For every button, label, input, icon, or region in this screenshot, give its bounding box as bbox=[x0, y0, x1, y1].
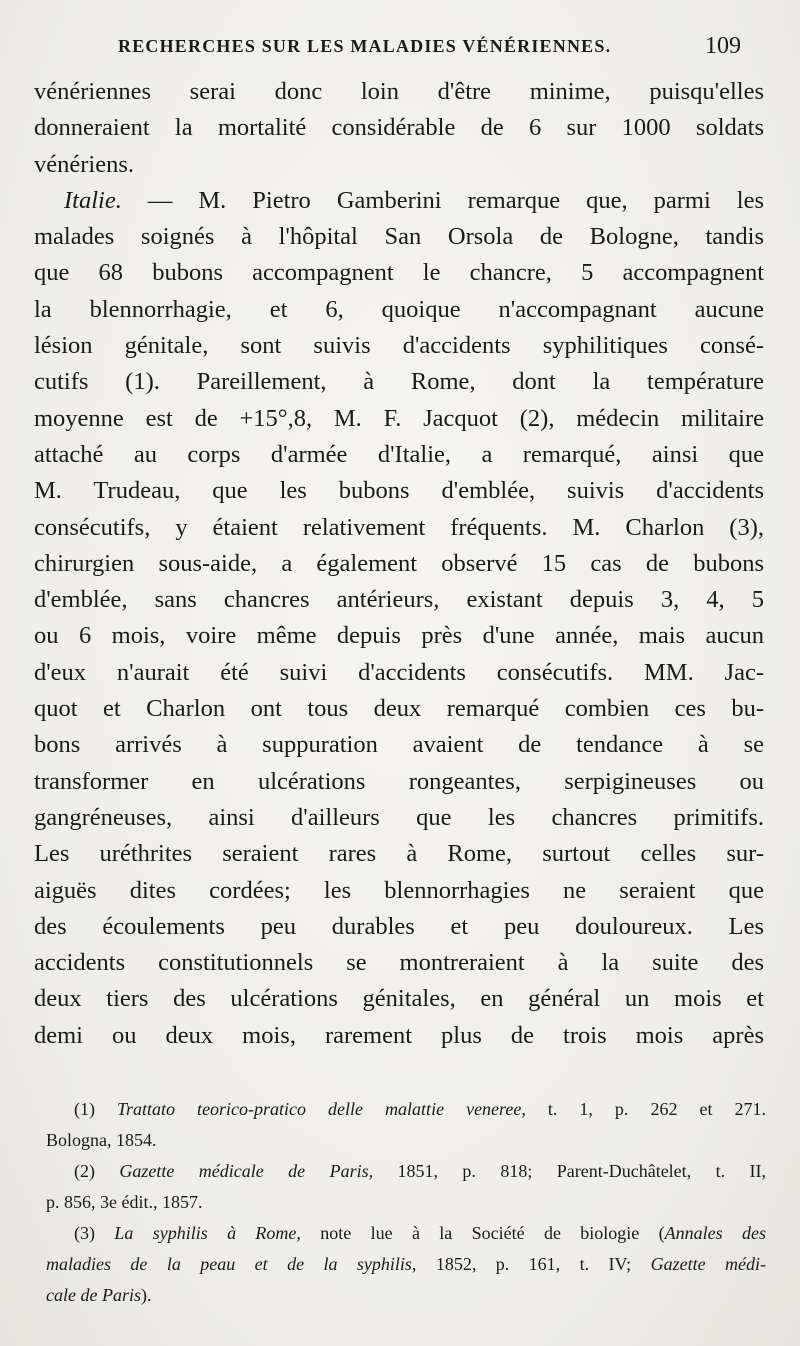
text-line: consécutifs, y étaient relativement fréquents. M. Charlon (3), bbox=[34, 513, 764, 541]
text-line: moyenne est de +15°,8, M. F. Jacquot (2), médecin militaire bbox=[34, 404, 764, 432]
footnote-3-line bbox=[46, 1218, 766, 1249]
footnote-1-line: Bologna, 1854. bbox=[46, 1130, 157, 1150]
text-line: M. Trudeau, que les bubons d'emblée, suivis d'accidents bbox=[34, 477, 764, 505]
text-line: transformer en ulcérations rongeantes, serpigineuses ou bbox=[34, 767, 764, 795]
citation-title: La syphilis à Rome, bbox=[114, 1223, 301, 1243]
footnote-2-line bbox=[46, 1156, 766, 1187]
footnote-marker: (1) bbox=[74, 1099, 118, 1119]
footnote-marker: (3) bbox=[74, 1223, 115, 1243]
citation-title: Gazette médi- bbox=[650, 1254, 766, 1274]
section-heading-italie: Italie. bbox=[64, 186, 122, 214]
text-segment: note lue à la Société de biologie ( bbox=[300, 1223, 665, 1243]
footnotes bbox=[46, 1094, 766, 1311]
text-line: cutifs (1). Pareillement, à Rome, dont la température bbox=[34, 368, 764, 396]
citation-title: maladies de la peau et de la syphilis, bbox=[46, 1254, 417, 1274]
text-line: demi ou deux mois, rarement plus de trois mois après bbox=[34, 1021, 764, 1049]
text-line: vénériennes serai donc loin d'être minime, puisqu'elles bbox=[34, 78, 764, 105]
text-line: quot et Charlon ont tous deux remarqué combien ces bu- bbox=[34, 695, 764, 723]
footnote-3-line bbox=[46, 1280, 766, 1311]
text-line: ou 6 mois, voire même depuis près d'une année, mais aucun bbox=[34, 622, 764, 650]
footnote-1-line bbox=[46, 1094, 766, 1125]
text-line: vénériens. bbox=[34, 150, 134, 178]
text-line: la blennorrhagie, et 6, quoique n'accompagnant aucune bbox=[34, 295, 764, 323]
text-line: malades soignés à l'hôpital San Orsola de Bologne, tandis bbox=[34, 223, 764, 251]
text-line: gangréneuses, ainsi d'ailleurs que les chancres primitifs. bbox=[34, 803, 764, 831]
citation-title: Gazette médicale de Paris, bbox=[119, 1161, 374, 1181]
page-header bbox=[0, 33, 800, 66]
text-line: Les uréthrites seraient rares à Rome, surtout celles sur- bbox=[34, 840, 764, 868]
text-line: chirurgien sous-aide, a également observé 15 cas de bubons bbox=[34, 549, 764, 577]
text-segment: — M. Pietro Gamberini remarque que, parmi les bbox=[121, 186, 764, 214]
text-segment: ). bbox=[140, 1285, 152, 1305]
footnote-marker: (2) bbox=[74, 1161, 120, 1181]
page-number: 109 bbox=[705, 33, 741, 59]
text-segment: t. 1, p. 262 et 271. bbox=[525, 1099, 766, 1119]
text-line: que 68 bubons accompagnent le chancre, 5 accompagnent bbox=[34, 259, 764, 287]
text-line: attaché au corps d'armée d'Italie, a remarqué, ainsi que bbox=[34, 440, 764, 468]
footnote-3-line bbox=[46, 1249, 766, 1280]
text-segment: 1851, p. 818; Parent-Duchâtelet, t. II, bbox=[373, 1161, 766, 1181]
text-line: lésion génitale, sont suivis d'accidents syphilitiques consé- bbox=[34, 332, 764, 360]
text-line: donneraient la mortalité considérable de 6 sur 1000 soldats bbox=[34, 114, 764, 142]
text-line: aiguës dites cordées; les blennorrhagies ne seraient que bbox=[34, 876, 764, 904]
text-line: d'eux n'aurait été suivi d'accidents consécutifs. MM. Jac- bbox=[34, 658, 764, 686]
text-line: accidents constitutionnels se montreraient à la suite des bbox=[34, 949, 764, 977]
text-segment: 1852, p. 161, t. IV; bbox=[416, 1254, 651, 1274]
text-line: deux tiers des ulcérations génitales, en général un mois et bbox=[34, 985, 764, 1013]
citation-title: cale de Paris bbox=[46, 1285, 141, 1305]
main-text bbox=[34, 74, 764, 1054]
text-line: bons arrivés à suppuration avaient de tendance à se bbox=[34, 731, 764, 759]
citation-title: Trattato teorico-pratico delle malattie veneree, bbox=[117, 1099, 526, 1119]
footnote-2-line: p. 856, 3e édit., 1857. bbox=[46, 1192, 203, 1212]
text-line: des écoulements peu durables et peu douloureux. Les bbox=[34, 912, 764, 940]
running-title: RECHERCHES SUR LES MALADIES VÉNÉRIENNES. bbox=[118, 36, 612, 56]
citation-title: Annales des bbox=[664, 1223, 766, 1243]
text-line: d'emblée, sans chancres antérieurs, existant depuis 3, 4, 5 bbox=[34, 586, 764, 614]
text-line bbox=[34, 183, 764, 219]
